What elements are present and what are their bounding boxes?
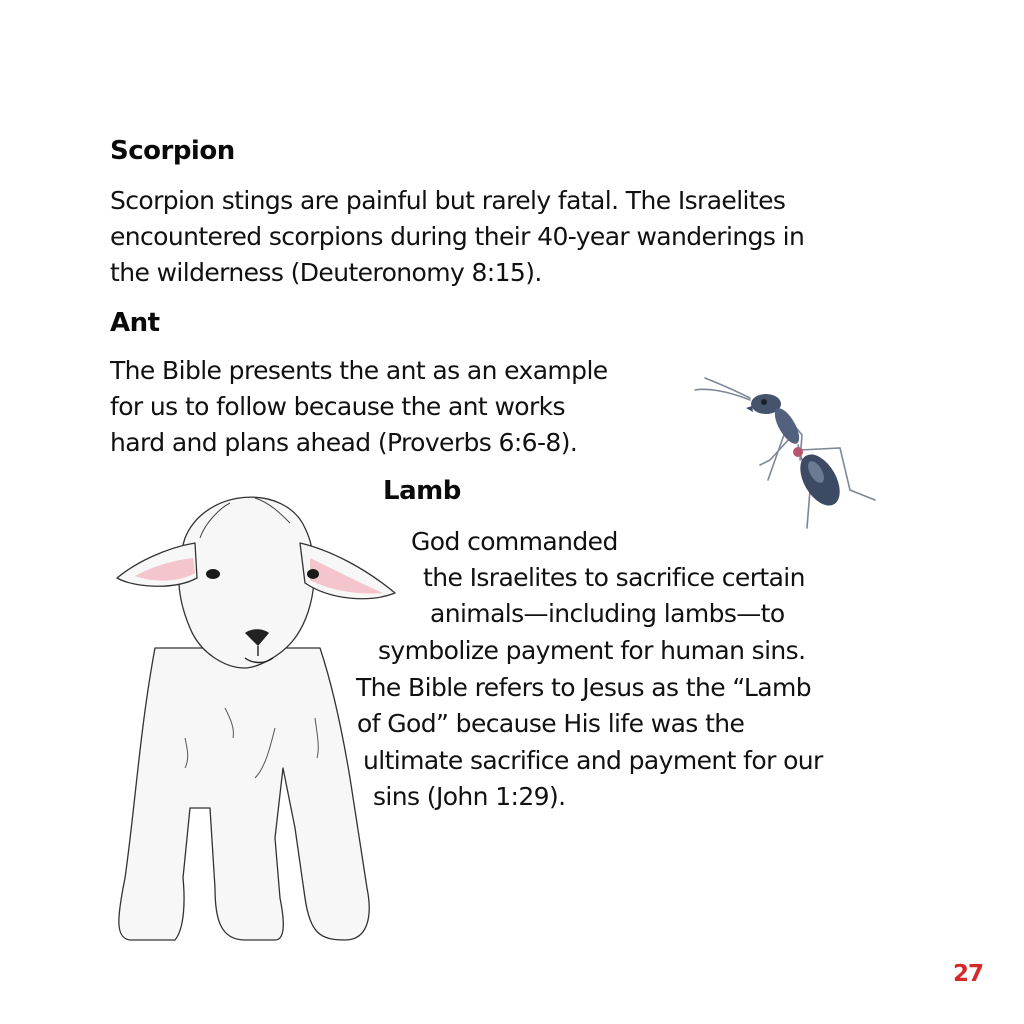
- ant-heading: Ant: [110, 308, 160, 338]
- lamb-text-line: The Bible refers to Jesus as the “Lamb: [356, 673, 811, 702]
- lamb-text-line: animals—including lambs—to: [430, 599, 785, 628]
- ant-text-line: The Bible presents the ant as an example: [110, 356, 608, 385]
- ant-illustration: [690, 360, 890, 535]
- lamb-text-line: God commanded: [411, 527, 618, 556]
- scorpion-text-line: encountered scorpions during their 40-year wanderings in: [110, 222, 805, 251]
- lamb-text-line: the Israelites to sacrifice certain: [423, 563, 805, 592]
- ant-text-line: hard and plans ahead (Proverbs 6:6-8).: [110, 428, 578, 457]
- lamb-text-line: ultimate sacrifice and payment for our: [363, 746, 823, 775]
- lamb-text-line: sins (John 1:29).: [373, 782, 566, 811]
- lamb-text-line: of God” because His life was the: [357, 709, 745, 738]
- page-number: 27: [953, 961, 984, 987]
- scorpion-text-line: the wilderness (Deuteronomy 8:15).: [110, 258, 542, 287]
- scorpion-heading: Scorpion: [110, 136, 235, 166]
- lamb-heading: Lamb: [383, 476, 461, 506]
- scorpion-text-line: Scorpion stings are painful but rarely fatal. The Israelites: [110, 186, 786, 215]
- lamb-text-line: symbolize payment for human sins.: [378, 636, 806, 665]
- ant-text-line: for us to follow because the ant works: [110, 392, 565, 421]
